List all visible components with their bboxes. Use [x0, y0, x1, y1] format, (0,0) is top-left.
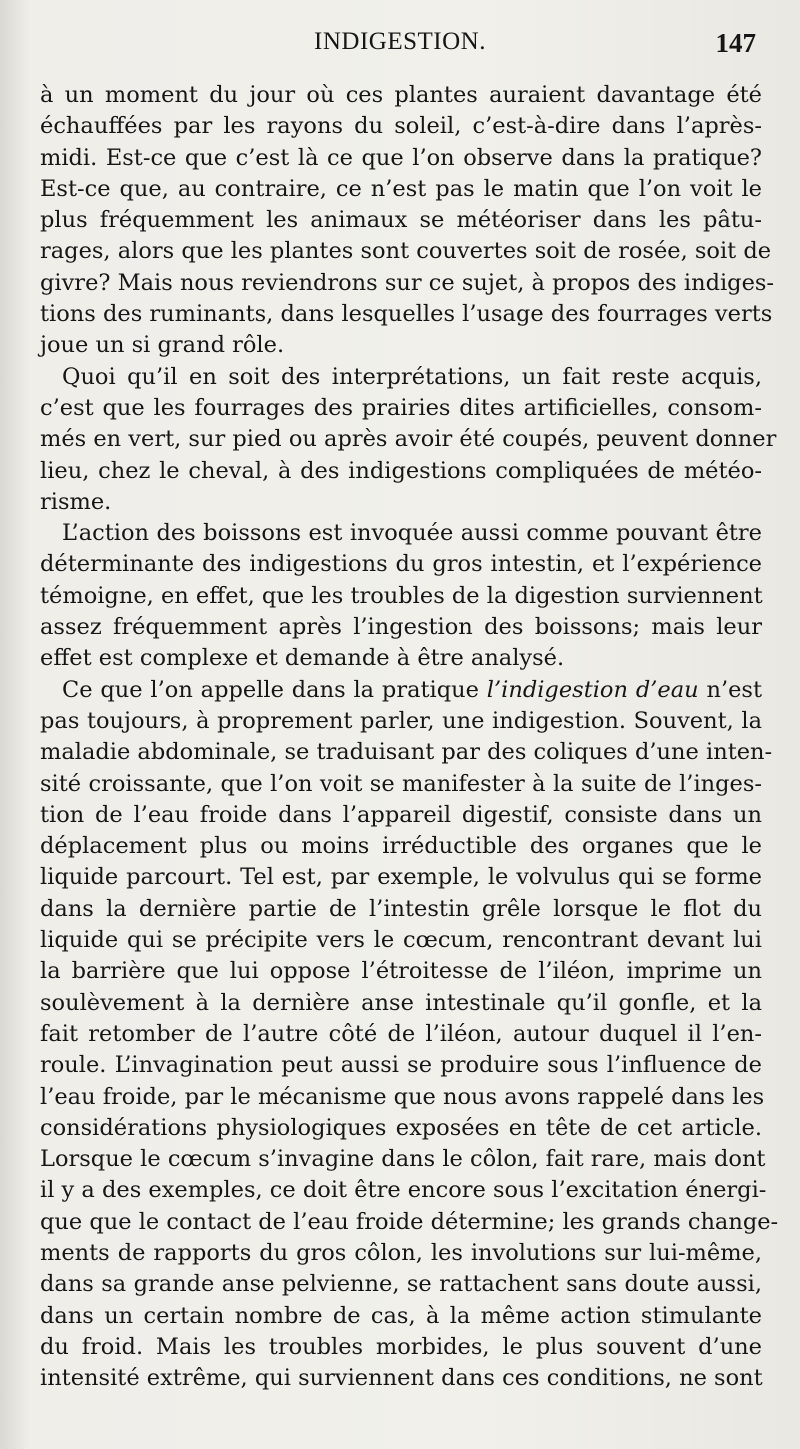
text-line: dans la dernière partie de l’intestin grêle lorsque le flot du [40, 895, 762, 922]
text-line: liquide qui se précipite vers le cœcum, rencontrant devant lui [40, 927, 762, 954]
text-line: maladie abdominale, se traduisant par des coliques d’une inten- [40, 739, 773, 766]
text-line: tions des ruminants, dans lesquelles l’usage des fourrages verts [40, 301, 773, 328]
text-line: du froid. Mais les troubles morbides, le plus souvent d’une [40, 1333, 762, 1360]
text-line: givre? Mais nous reviendrons sur ce sujet, à propos des indiges- [40, 269, 775, 296]
paragraph-start [40, 675, 762, 706]
italic-term: l’indigestion d’eau [486, 676, 699, 703]
text-line: lieu, chez le cheval, à des indigestions compliquées de météo- [40, 457, 762, 484]
text-line: l’eau froide, par le mécanisme que nous avons rappelé dans les [40, 1083, 765, 1110]
text-line: pas toujours, à proprement parler, une indigestion. Souvent, la [40, 707, 762, 734]
page-number: 147 [715, 28, 756, 58]
text-line: échauffées par les rayons du soleil, c’est-à-dire dans l’après- [40, 113, 762, 140]
text-line: il y a des exemples, ce doit être encore sous l’excitation énergi- [40, 1177, 767, 1204]
text-run: Ce que l’on appelle dans la pratique [62, 676, 487, 703]
paragraph-start: L’action des boissons est invoquée aussi comme pouvant être [62, 520, 762, 547]
text-line: joue un si grand rôle. [40, 332, 285, 359]
text-run: n’est [698, 676, 763, 703]
text-line: midi. Est-ce que c’est là ce que l’on observe dans la pratique? [40, 144, 762, 171]
text-line: la barrière que lui oppose l’étroitesse de l’iléon, imprime un [40, 958, 762, 985]
text-line: effet est complexe et demande à être analysé. [40, 645, 565, 672]
running-head: INDIGESTION. [314, 28, 486, 55]
text-line: més en vert, sur pied ou après avoir été coupés, peuvent donner [40, 426, 777, 453]
text-line: c’est que les fourrages des prairies dites artificielles, consom- [40, 394, 762, 421]
text-line: liquide parcourt. Tel est, par exemple, le volvulus qui se forme [40, 864, 762, 891]
text-line: déterminante des indigestions du gros intestin, et l’expérience [40, 551, 762, 578]
text-line: considérations physiologiques exposées en tête de cet article. [40, 1114, 762, 1141]
text-line: témoigne, en effet, que les troubles de la digestion surviennent [40, 582, 763, 609]
text-line: à un moment du jour où ces plantes auraient davantage été [40, 82, 762, 108]
page-header [0, 28, 800, 68]
text-line: plus fréquemment les animaux se météoriser dans les pâtu- [40, 207, 762, 234]
text-line: intensité extrême, qui surviennent dans ces conditions, ne sont [40, 1365, 763, 1392]
text-line: dans un certain nombre de cas, à la même action stimulante [40, 1302, 762, 1329]
text-line: fait retomber de l’autre côté de l’iléon, autour duquel il l’en- [40, 1020, 762, 1047]
text-line: sité croissante, que l’on voit se manifester à la suite de l’inges- [40, 770, 762, 797]
text-line: Lorsque le cœcum s’invagine dans le côlon, fait rare, mais dont [40, 1146, 766, 1173]
paragraph-start: Quoi qu’il en soit des interprétations, un fait reste acquis, [62, 363, 762, 390]
text-line: dans sa grande anse pelvienne, se rattachent sans doute aussi, [40, 1271, 762, 1298]
text-line: que que le contact de l’eau froide détermine; les grands change- [40, 1208, 779, 1235]
text-line: risme. [40, 488, 112, 515]
text-line: Est-ce que, au contraire, ce n’est pas le matin que l’on voit le [40, 175, 762, 202]
text-line: roule. L’invagination peut aussi se produire sous l’influence de [40, 1052, 762, 1079]
text-line: ments de rapports du gros côlon, les involutions sur lui-même, [40, 1239, 762, 1266]
text-line: soulèvement à la dernière anse intestinale qu’il gonfle, et la [40, 989, 762, 1016]
body-text [40, 80, 779, 1394]
text-line: assez fréquemment après l’ingestion des boissons; mais leur [40, 614, 762, 641]
text-line: déplacement plus ou moins irréductible des organes que le [40, 833, 762, 860]
text-line: tion de l’eau froide dans l’appareil digestif, consiste dans un [40, 801, 762, 828]
text-line: rages, alors que les plantes sont couvertes soit de rosée, soit de [40, 238, 772, 265]
